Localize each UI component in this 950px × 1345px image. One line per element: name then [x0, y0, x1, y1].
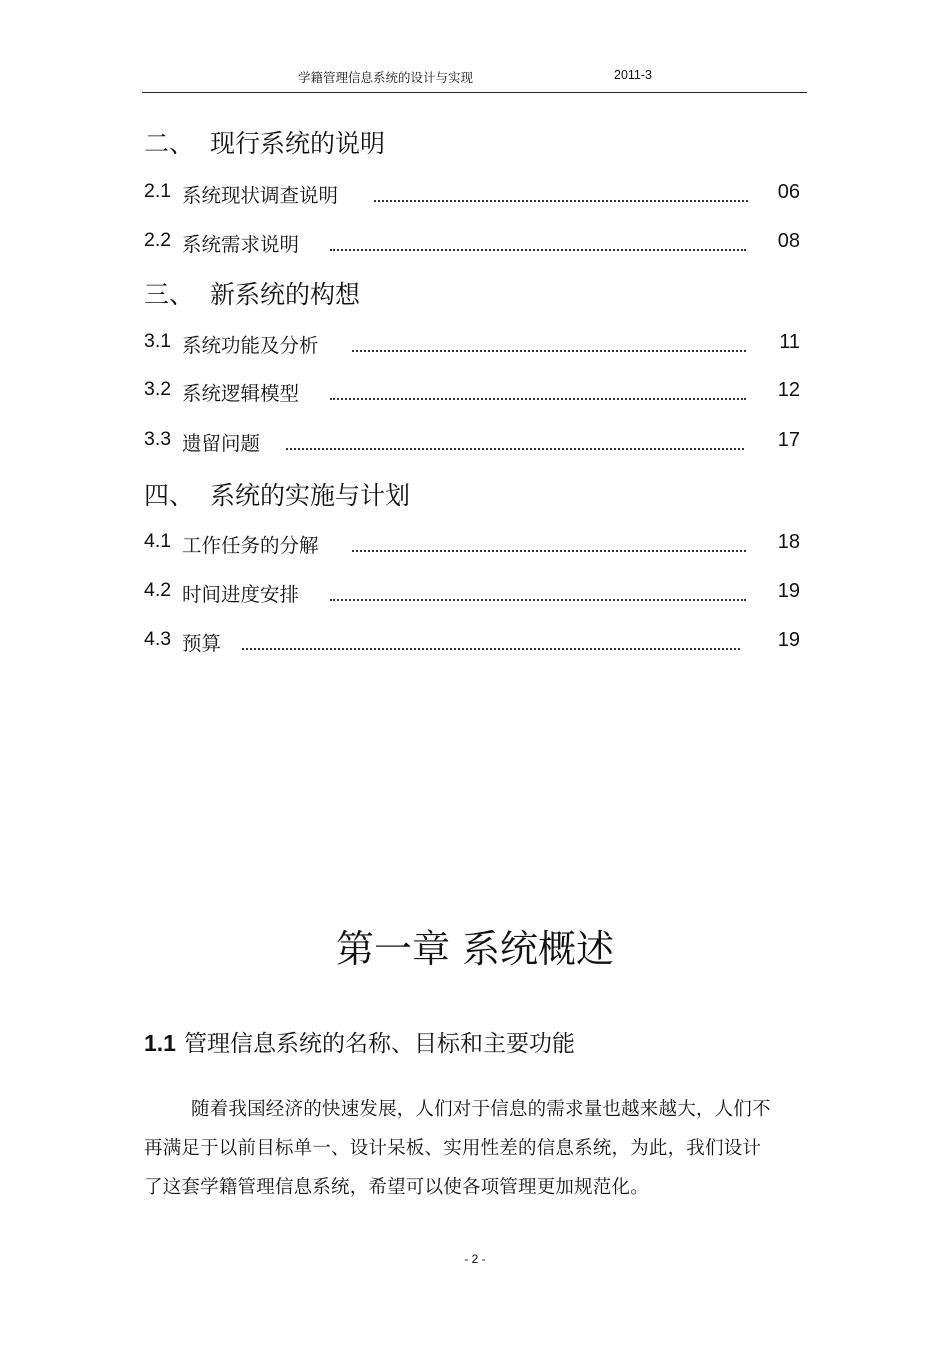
toc-entry-page: 08	[777, 230, 800, 252]
toc-entry-number: 4.3	[144, 628, 172, 650]
toc-entry-label: 预算	[182, 632, 222, 655]
toc-entry[interactable]	[144, 330, 800, 356]
toc-entry-page: 11	[779, 331, 800, 353]
toc-entry-label: 系统功能及分析	[182, 334, 319, 357]
page-number: - 2 -	[464, 1252, 486, 1266]
toc-entry[interactable]	[144, 628, 800, 654]
toc-entry-page: 17	[777, 429, 800, 451]
toc-entry[interactable]	[144, 428, 800, 454]
toc-entry-number: 3.2	[144, 378, 172, 400]
toc-section-4	[144, 476, 410, 512]
toc-section-number: 二、	[144, 129, 195, 158]
section-title: 管理信息系统的名称、目标和主要功能	[183, 1031, 575, 1057]
toc-section-number: 四、	[144, 481, 195, 510]
toc-section-title: 现行系统的说明	[210, 129, 386, 158]
header-date: 2011-3	[614, 68, 652, 82]
chapter-title: 第一章 系统概述	[335, 927, 615, 971]
toc-entry-number: 3.3	[144, 428, 172, 450]
body-paragraph: 随着我国经济的快速发展，人们对于信息的需求量也越来越大，人们不再满足于以前目标单一、设计呆板、实用性差的信息系统，为此，我们设计了这套学籍管理信息系统，希望可以使各项管理更加规范化。	[144, 1099, 771, 1198]
toc-section-number: 三、	[144, 280, 195, 309]
page-header	[142, 66, 807, 93]
toc-entry[interactable]	[144, 229, 800, 255]
toc-dot-leader	[352, 530, 746, 552]
toc-section-3	[144, 275, 360, 311]
header-title: 学籍管理信息系统的设计与实现	[298, 70, 474, 85]
toc-entry[interactable]	[144, 180, 800, 206]
toc-entry-label: 系统需求说明	[182, 233, 300, 256]
toc-entry[interactable]	[144, 530, 800, 556]
toc-entry-page: 12	[777, 379, 800, 401]
toc-entry-label: 系统现状调查说明	[182, 184, 339, 207]
toc-entry-label: 遗留问题	[182, 432, 261, 455]
toc-dot-leader	[330, 229, 746, 251]
toc-entry-page: 19	[777, 629, 800, 651]
toc-dot-leader	[374, 180, 748, 202]
toc-entry-page: 06	[777, 181, 800, 203]
toc-entry-label: 工作任务的分解	[182, 534, 319, 557]
toc-dot-leader	[242, 628, 740, 650]
toc-entry-number: 4.2	[144, 579, 172, 601]
toc-dot-leader	[352, 330, 746, 352]
toc-entry-page: 18	[777, 531, 800, 553]
toc-section-2	[144, 124, 385, 160]
toc-dot-leader	[330, 378, 746, 400]
toc-entry[interactable]	[144, 378, 800, 404]
section-number: 1.1	[144, 1030, 176, 1056]
toc-entry-number: 2.2	[144, 229, 172, 251]
section-heading	[144, 1025, 575, 1058]
toc-dot-leader	[286, 428, 744, 450]
toc-entry-page: 19	[777, 580, 800, 602]
toc-entry-number: 2.1	[144, 180, 172, 202]
toc-dot-leader	[330, 579, 746, 601]
toc-section-title: 新系统的构想	[210, 280, 361, 309]
toc-entry[interactable]	[144, 579, 800, 605]
toc-section-title: 系统的实施与计划	[210, 481, 411, 510]
toc-entry-label: 系统逻辑模型	[182, 382, 300, 405]
toc-entry-number: 3.1	[144, 330, 172, 352]
toc-entry-label: 时间进度安排	[182, 583, 300, 606]
toc-entry-number: 4.1	[144, 530, 172, 552]
